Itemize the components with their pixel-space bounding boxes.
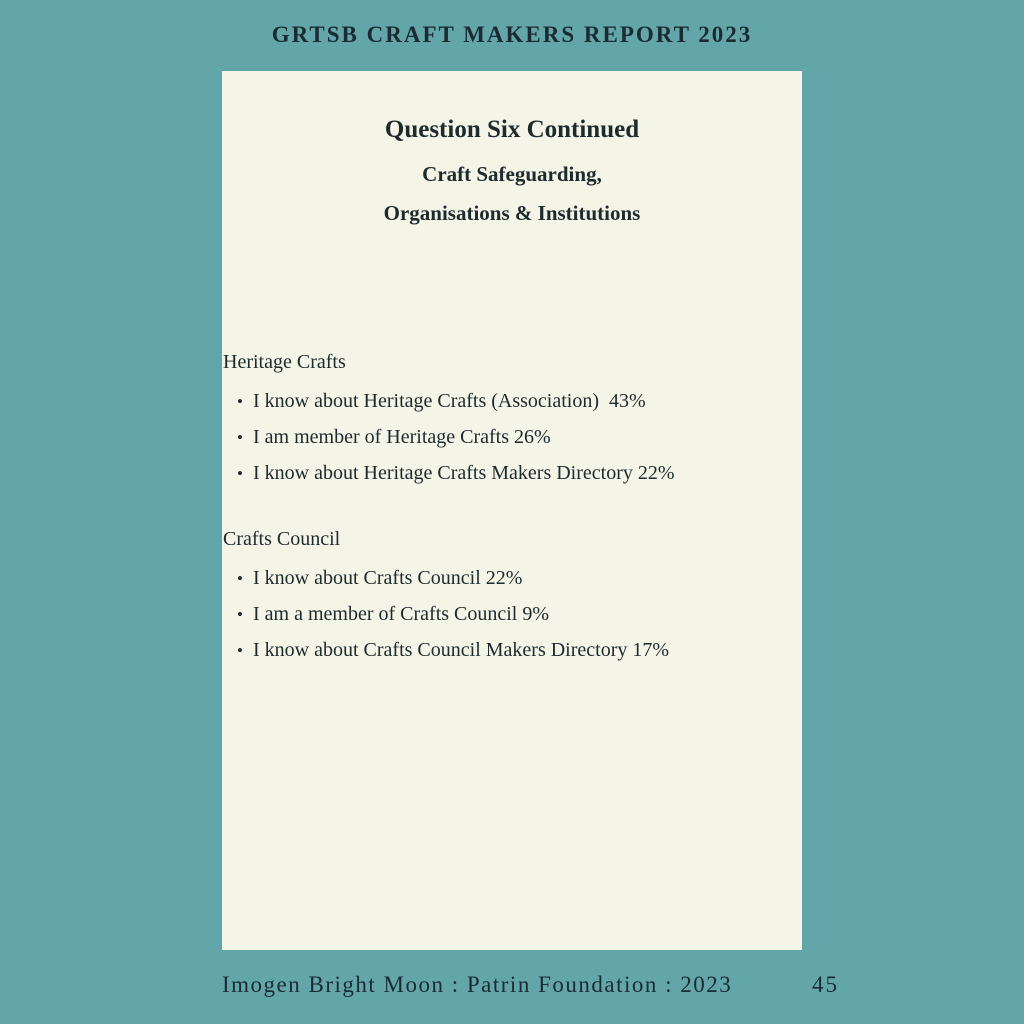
section-heading: Crafts Council bbox=[223, 528, 341, 550]
list-item-text: I know about Crafts Council Makers Directory 17% bbox=[253, 639, 670, 661]
report-title: GRTSB CRAFT MAKERS REPORT 2023 bbox=[271, 22, 753, 47]
list-item bbox=[237, 561, 778, 597]
bullet-icon: • bbox=[237, 569, 243, 588]
question-subtitle-line2: Organisations & Institutions bbox=[383, 201, 641, 225]
question-title: Question Six Continued bbox=[384, 116, 640, 143]
footer-credit: Imogen Bright Moon : Patrin Foundation : 2023 bbox=[222, 972, 733, 997]
list-item-text: I know about Heritage Crafts Makers Directory 22% bbox=[253, 462, 675, 484]
section-item-list bbox=[222, 384, 778, 492]
list-item bbox=[237, 420, 778, 456]
list-item bbox=[237, 456, 778, 492]
report-page-card bbox=[222, 71, 802, 950]
section-heading: Heritage Crafts bbox=[223, 351, 346, 373]
list-item-text: I am a member of Crafts Council 9% bbox=[253, 603, 550, 625]
section-heritage-crafts bbox=[222, 351, 778, 492]
page-number: 45 bbox=[812, 972, 839, 997]
list-item-text: I know about Heritage Crafts (Association) 43% bbox=[253, 390, 646, 412]
list-item bbox=[237, 384, 778, 420]
list-item bbox=[237, 633, 778, 669]
bullet-icon: • bbox=[237, 641, 243, 660]
section-item-list bbox=[222, 561, 778, 669]
list-item-text: I know about Crafts Council 22% bbox=[253, 567, 523, 589]
question-subtitle-line1: Craft Safeguarding, bbox=[422, 162, 602, 186]
survey-results bbox=[222, 351, 778, 705]
bullet-icon: • bbox=[237, 392, 243, 411]
list-item-text: I am member of Heritage Crafts 26% bbox=[253, 426, 551, 448]
bullet-icon: • bbox=[237, 605, 243, 624]
section-crafts-council bbox=[222, 528, 778, 669]
bullet-icon: • bbox=[237, 464, 243, 483]
question-title-block bbox=[222, 116, 802, 240]
bullet-icon: • bbox=[237, 428, 243, 447]
list-item bbox=[237, 597, 778, 633]
